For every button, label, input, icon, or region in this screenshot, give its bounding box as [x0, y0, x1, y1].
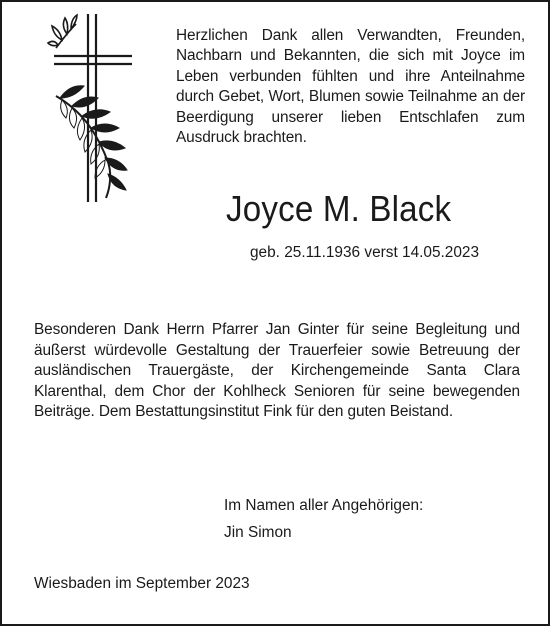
deceased-name: Joyce M. Black [226, 188, 452, 229]
thanks-message: Herzlichen Dank allen Verwandten, Freunden, Nachbarn und Bekannten, die sich mit Joyce im Leben verbunden fühlten und ihre Anteilnahme durch Gebet, Wort, Blumen sowie Teilnahme an der Beerdigung unserer lieben Entschlafen zum Ausdruck brachten. [176, 27, 525, 147]
place-and-date: Wiesbaden im September 2023 [34, 575, 250, 592]
special-thanks-message: Besonderen Dank Herrn Pfarrer Jan Ginter für seine Begleitung und äußerst würdevolle Gestaltung der Trauerfeier sowie Betreuung der ausländischen Trauergäste, der Kirchengemeinde Santa Clara Klarenthal, dem Chor der Kohlheck Senioren für seine bewegenden Beiträge. Dem Bestattungsinstitut Fink für den guten Beistand. [34, 321, 520, 421]
on-behalf-of-family: Im Namen aller Angehörigen: [224, 497, 424, 514]
cross-with-palm-branch-icon [46, 12, 138, 206]
birth-death-dates: geb. 25.11.1936 verst 14.05.2023 [250, 244, 480, 261]
signatory-name: Jin Simon [224, 524, 292, 541]
